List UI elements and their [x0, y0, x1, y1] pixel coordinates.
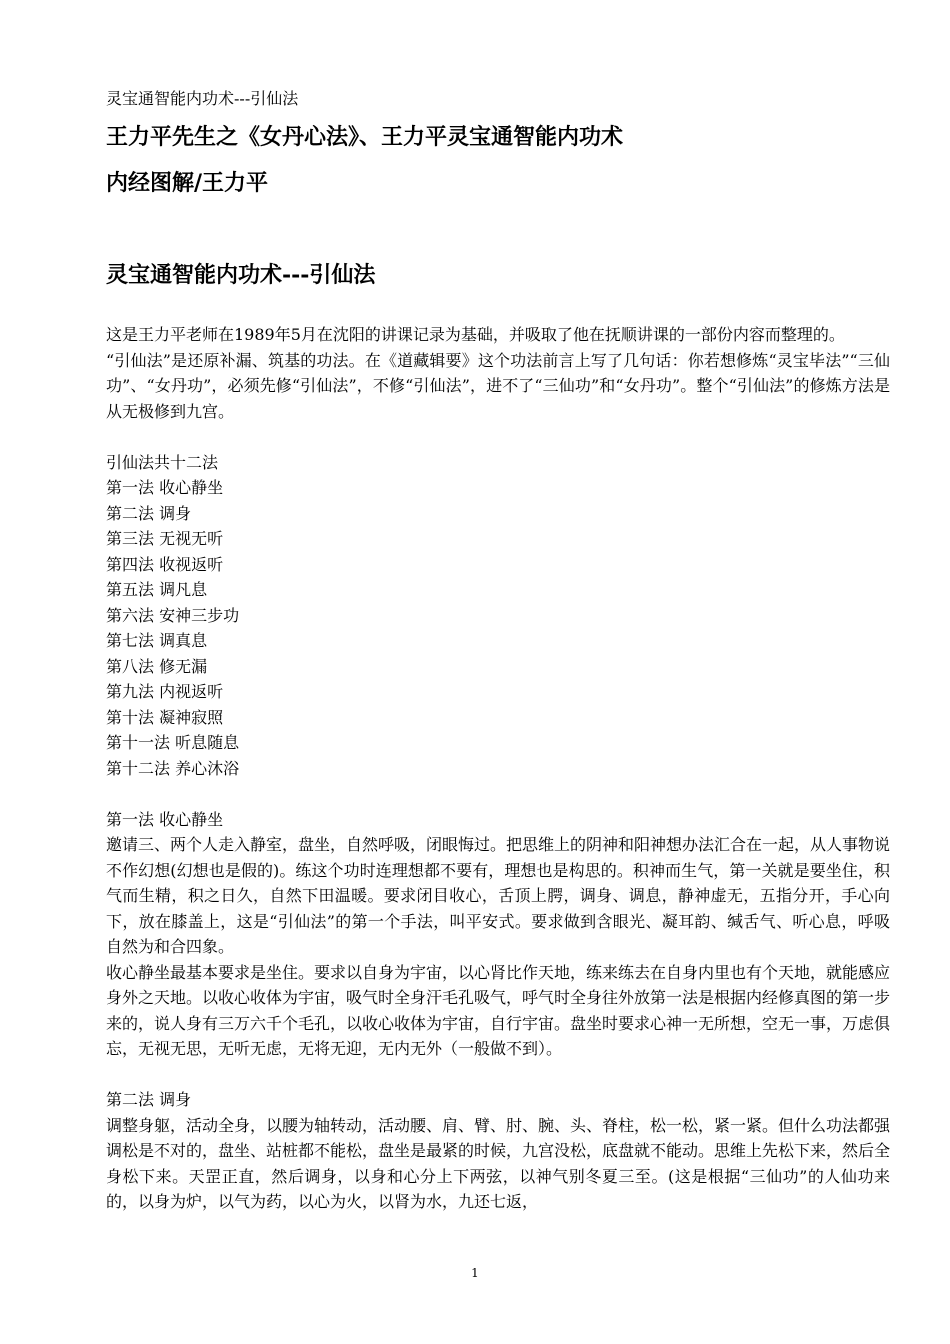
- list-item: 第二法 调身: [106, 503, 192, 523]
- list-item: 第九法 内视返听: [106, 682, 224, 701]
- list-item: 第四法 收视返听: [106, 554, 224, 574]
- intro-paragraph: 这是王力平老师在1989年5月在沈阳的讲课记录为基础，并吸取了他在抚顺讲课的一部份内容而整理的。: [106, 325, 845, 344]
- methods-list: [106, 450, 890, 782]
- page-number: 1: [471, 1266, 479, 1280]
- spacer: [106, 781, 890, 807]
- methods-list-title: 引仙法共十二法: [106, 452, 219, 472]
- method2-section: [106, 1087, 890, 1215]
- method1-heading: 第一法 收心静坐: [106, 809, 224, 829]
- intro-paragraph: “引仙法”是还原补漏、筑基的功法。在《道藏辑要》这个功法前言上写了几句话：你若想修炼“灵宝毕法”“三仙功”、“女丹功”，必须先修“引仙法”，不修“引仙法”，进不了“三仙功”和“女丹功”。整个“引仙法”的修炼方法是从无极修到九宫。: [106, 350, 890, 421]
- list-item: 第一法 收心静坐: [106, 478, 224, 497]
- sub-title: 内经图解/王力平: [106, 170, 269, 196]
- page-content: [106, 86, 890, 1215]
- list-item: 第十二法 养心沐浴: [106, 758, 240, 778]
- method2-paragraph: 调整身躯，活动全身，以腰为轴转动，活动腰、肩、臂、肘、腕、头、脊柱，松一松，紧一紧。但什么功法都强调松是不对的，盘坐、站桩都不能松，盘坐是最紧的时候，九宫没松，底盘就不能动。思维上先松下来，然后全身松下来。天罡正直，然后调身，以身和心分上下两弦，以神气别冬夏三至。(这是根据“三仙功”的人仙功来的，以身为炉，以气为药，以心为火，以肾为水，九还七返，: [106, 1115, 891, 1211]
- method1-section: [106, 807, 890, 1062]
- intro-section: [106, 322, 890, 424]
- running-title: 灵宝通智能内功术---引仙法: [106, 89, 299, 108]
- method2-heading: 第二法 调身: [106, 1090, 192, 1109]
- list-item: 第七法 调真息: [106, 631, 208, 650]
- list-item: 第八法 修无漏: [106, 656, 208, 676]
- list-item: 第三法 无视无听: [106, 529, 224, 548]
- main-title: 王力平先生之《女丹心法》、王力平灵宝通智能内功术: [106, 124, 624, 150]
- list-item: 第十一法 听息随息: [106, 733, 240, 752]
- spacer: [106, 424, 890, 450]
- list-item: 第六法 安神三步功: [106, 605, 240, 625]
- section-title: 灵宝通智能内功术---引仙法: [106, 262, 376, 288]
- list-item: 第五法 调凡息: [106, 580, 208, 599]
- method1-paragraph: 邀请三、两个人走入静室，盘坐，自然呼吸，闭眼悔过。把思维上的阴神和阳神想办法汇合在一起，从人事物说不作幻想(幻想也是假的)。练这个功时连理想都不要有，理想也是构思的。积神而生气，第一关就是要坐住，积气而生精，积之日久，自然下田温暖。要求闭目收心，舌顶上腭，调身、调息，静神虚无，五指分开，手心向下，放在膝盖上，这是“引仙法”的第一个手法，叫平安式。要求做到含眼光、凝耳韵、缄舌气、听心息，呼吸自然为和合四象。: [106, 835, 891, 956]
- spacer: [106, 1062, 890, 1088]
- list-item: 第十法 凝神寂照: [106, 707, 224, 727]
- method1-paragraph: 收心静坐最基本要求是坐住。要求以自身为宇宙，以心肾比作天地，练来练去在自身内里也有个天地，就能感应身外之天地。以收心收体为宇宙，吸气时全身汗毛孔吸气，呼气时全身往外放第一法是根据内经修真图的第一步来的，说人身有三万六千个毛孔，以收心收体为宇宙，自行宇宙。盘坐时要求心神一无所想，空无一事，万虑俱忘，无视无思，无听无虑，无将无迎，无内无外（一般做不到）。: [106, 962, 891, 1058]
